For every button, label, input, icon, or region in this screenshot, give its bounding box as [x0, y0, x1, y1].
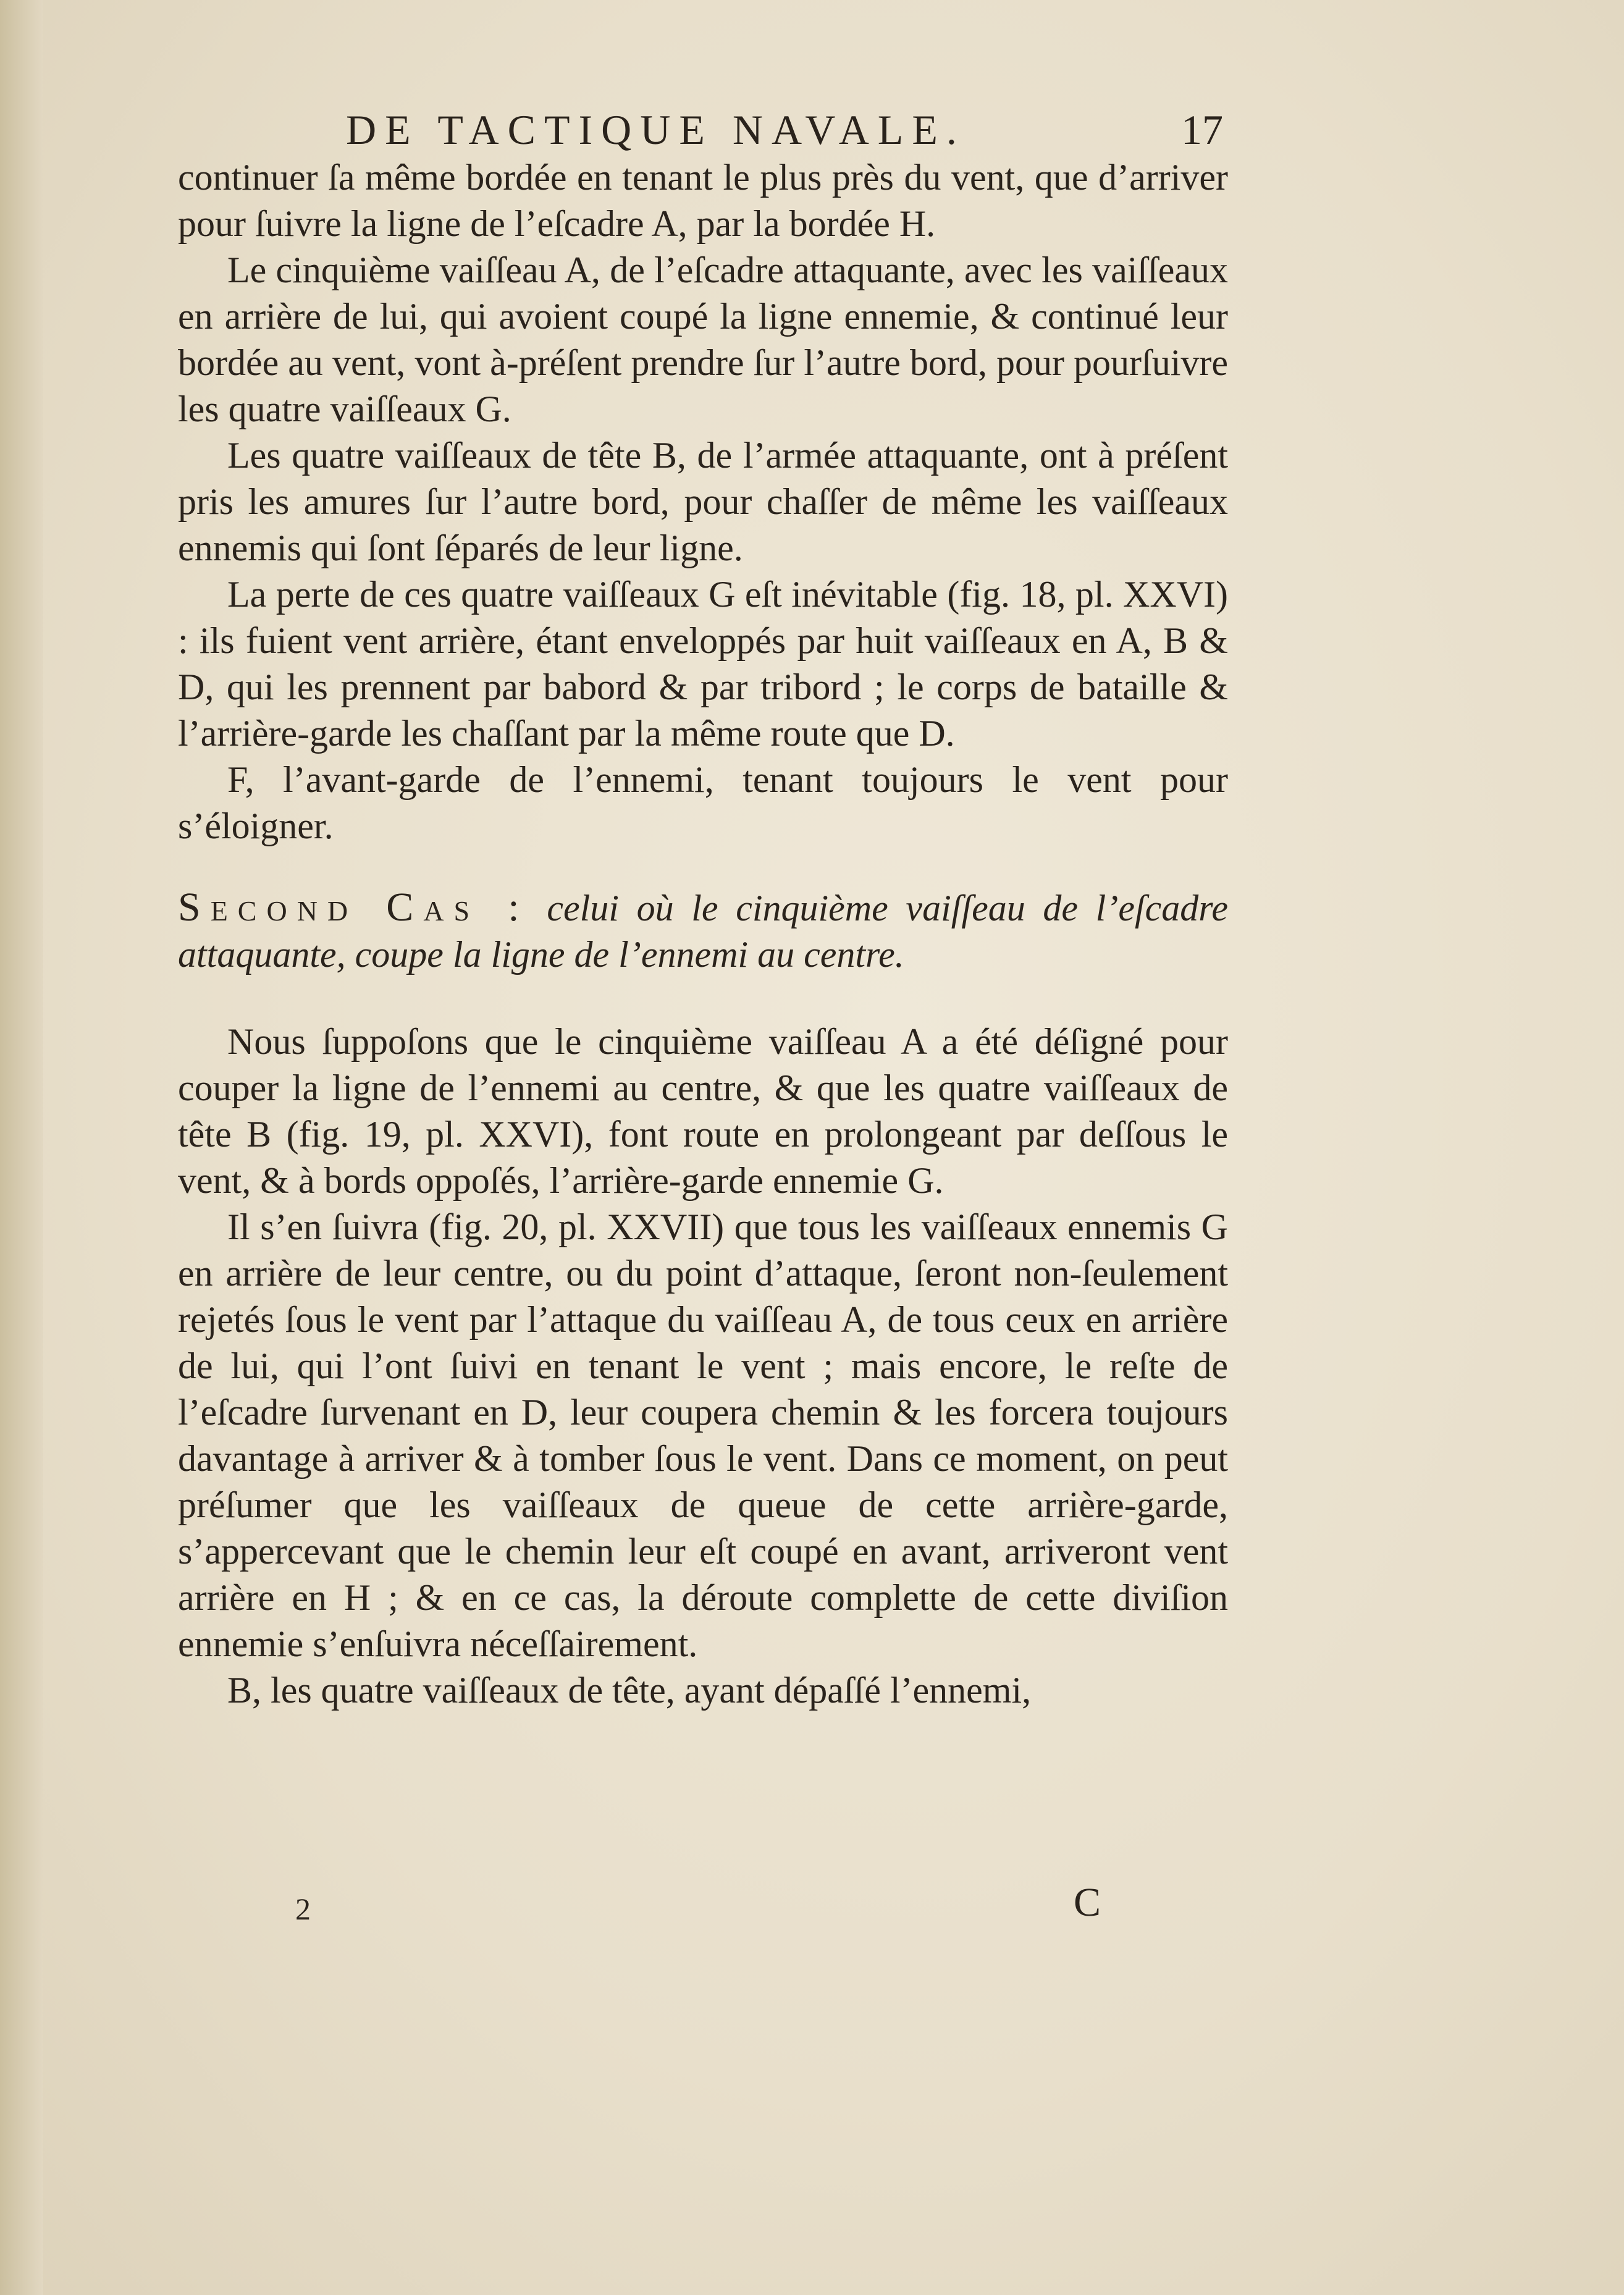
paragraph: Nous ſuppoſons que le cinquième vaiſſeau A a été déſigné pour couper la ligne de l’ennemi au centre, & que les quatre vaiſſeaux de tête B (fig. 19, pl. XXVI), font route en prolongeant par deſſous le vent, & à bords oppoſés, l’arrière-garde ennemie G. [178, 1021, 1228, 1201]
signature-number: 2 [295, 1892, 311, 1926]
paragraph: Les quatre vaiſſeaux de tête B, de l’armée attaquante, ont à préſent pris les amures ſur l’autre bord, pour chaſſer de même les vaiſſeaux ennemis qui ſont ſéparés de leur ligne. [178, 435, 1228, 568]
paragraph: B, les quatre vaiſſeaux de tête, ayant dépaſſé l’ennemi, [227, 1670, 1032, 1711]
signature-line [178, 1878, 1228, 1940]
section-heading [178, 884, 1228, 978]
page-number: 17 [1181, 106, 1223, 153]
paragraph: Le cinquième vaiſſeau A, de l’eſcadre attaquante, avec les vaiſſeaux en arrière de lui, qui avoient coupé la ligne ennemie, & continué leur bordée au vent, vont à-préſent prendre ſur l’autre bord, pour pourſuivre les quatre vaiſſeaux G. [178, 250, 1228, 429]
paragraph: F, l’avant-garde de l’ennemi, tenant toujours le vent pour s’éloigner. [178, 759, 1228, 846]
paragraph: La perte de ces quatre vaiſſeaux G eſt inévitable (fig. 18, pl. XXVI) : ils fuient vent arrière, étant enveloppés par huit vaiſſeaux en A, B & D, qui les prennent par babord & par tribord ; le corps de bataille & l’arrière-garde les chaſſant par la même route que D. [178, 574, 1228, 754]
page-gutter [0, 0, 43, 2295]
signature-letter: C [1074, 1880, 1101, 1925]
running-head [346, 105, 1223, 154]
section-heading-text: celui où le cinquième vaiſſeau de l’eſcadre attaquante, coupe la ligne de l’ennemi au centre. [178, 888, 1229, 975]
running-head-title: DE TACTIQUE NAVALE. [346, 106, 966, 153]
body-text [178, 154, 1228, 1714]
paragraph-continuation: continuer ſa même bordée en tenant le plus près du vent, que d’arriver pour ſuivre la ligne de l’eſcadre A, par la bordée H. [178, 157, 1228, 244]
section-heading-label: Second Cas : [178, 885, 529, 930]
paragraph: Il s’en ſuivra (fig. 20, pl. XXVII) que tous les vaiſſeaux ennemis G en arrière de leur centre, ou du point d’attaque, ſeront non-ſeulement rejetés ſous le vent par l’attaque du vaiſſeau A, de tous ceux en arrière de lui, qui l’ont ſuivi en tenant le vent ; mais encore, le reſte de l’eſcadre ſurvenant en D, leur coupera chemin & les forcera toujours davantage à arriver & à tomber ſous le vent. Dans ce moment, on peut préſumer que les vaiſſeaux de queue de cette arrière-garde, s’appercevant que le chemin leur eſt coupé en avant, arriveront vent arrière en H ; & en ce cas, la déroute complette de cette diviſion ennemie s’enſuivra néceſſairement. [178, 1206, 1228, 1664]
